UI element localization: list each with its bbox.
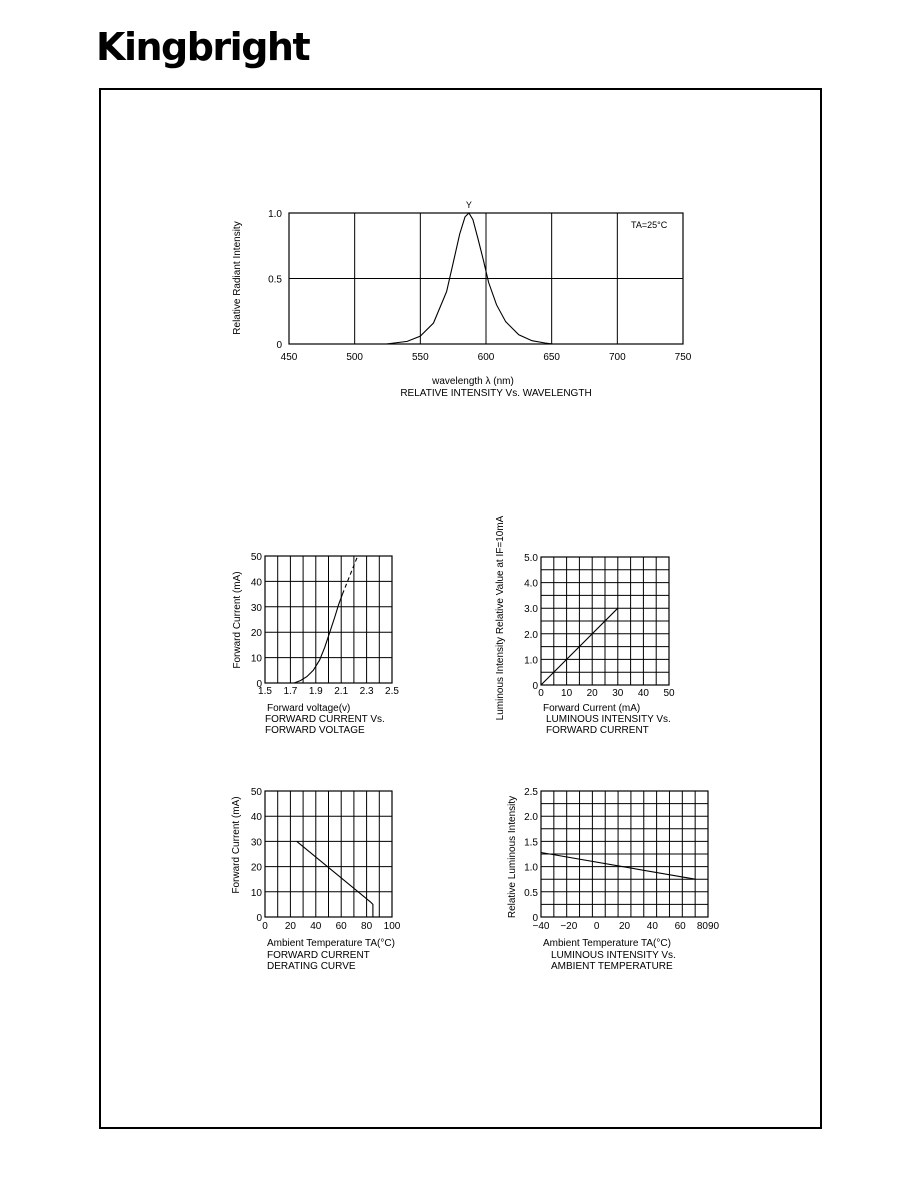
spectrum-temperature-annotation: TA=25°C (631, 220, 668, 230)
derating-y-tick-label: 0 (256, 913, 262, 924)
temp_lum-x-tick-label: 0 (593, 921, 600, 932)
iv_lum-x-tick-label: 10 (561, 688, 573, 699)
temp_lum-y-tick-label: 0.5 (524, 887, 538, 899)
derating-y-tick-label: 20 (250, 862, 262, 874)
iv_lum-x-tick-label: 40 (637, 688, 649, 699)
iv-x-tick-label: 2.5 (385, 686, 399, 697)
temp_lum-y-tick-label: 0 (532, 913, 538, 924)
iv_lum-x-tick-label: 0 (538, 688, 544, 699)
temp_lum-y-axis-label: Relative Luminous Intensity (507, 795, 518, 919)
spectrum-chart-title: RELATIVE INTENSITY Vs. WAVELENGTH (400, 388, 592, 399)
temp_lum-chart-title: LUMINOUS INTENSITY Vs. (551, 950, 676, 961)
iv-y-tick-label: 40 (250, 577, 262, 589)
temp_lum-chart-title: AMBIENT TEMPERATURE (551, 961, 673, 972)
iv-series-line (294, 594, 342, 683)
temp_lum-x-tick-label: −20 (560, 921, 578, 932)
iv-x-tick-label: 1.9 (308, 686, 323, 697)
iv-chart-title: FORWARD CURRENT Vs. (265, 714, 385, 725)
derating-x-axis-label: Ambient Temperature TA(°C) (267, 938, 395, 949)
temp_lum-x-tick-label: −40 (532, 921, 550, 932)
iv-series-line (343, 556, 358, 594)
iv-y-tick-label: 10 (250, 653, 262, 665)
iv_lum-y-tick-label: 5.0 (524, 553, 538, 564)
iv-x-tick-label: 2.3 (359, 686, 374, 697)
spectrum-x-tick-label: 600 (477, 352, 495, 363)
temp_lum-y-tick-label: 1.0 (524, 862, 538, 874)
derating-y-tick-label: 30 (250, 837, 262, 849)
spectrum-x-tick-label: 700 (608, 352, 626, 363)
spectrum-x-tick-label: 450 (280, 352, 298, 363)
spectrum-peak-label: Y (465, 200, 472, 210)
temp_lum-y-tick-label: 2.5 (524, 787, 538, 798)
spectrum-y-tick-label: 0.5 (268, 274, 282, 286)
iv_lum-y-tick-label: 3.0 (524, 604, 538, 616)
derating-x-tick-label: 100 (383, 921, 401, 932)
derating-x-tick-label: 20 (284, 921, 296, 932)
iv-y-tick-label: 50 (250, 552, 262, 563)
derating-chart-title: FORWARD CURRENT (267, 950, 370, 961)
iv-y-tick-label: 0 (256, 679, 262, 690)
spectrum-x-tick-label: 550 (411, 352, 429, 363)
derating-x-tick-label: 80 (361, 921, 373, 932)
iv_lum-x-tick-label: 20 (586, 688, 598, 699)
derating-x-tick-label: 60 (335, 921, 347, 932)
iv-x-axis-label: Forward voltage(v) (267, 703, 351, 714)
iv-x-tick-label: 1.7 (283, 686, 298, 697)
temp_lum-x-tick-label: 60 (674, 921, 686, 932)
spectrum-x-tick-label: 650 (543, 352, 561, 363)
derating-series-line (297, 841, 373, 917)
temp_lum-x-tick-label: 40 (646, 921, 658, 932)
iv-chart-title: FORWARD VOLTAGE (265, 725, 365, 736)
derating-y-axis-label: Forward Current (mA) (231, 796, 242, 894)
derating-x-tick-label: 0 (262, 921, 268, 932)
spectrum-y-tick-label: 1.0 (268, 209, 282, 220)
spectrum-y-tick-label: 0 (276, 340, 282, 351)
iv_lum-x-tick-label: 50 (663, 688, 675, 699)
derating-y-tick-label: 10 (250, 887, 262, 899)
iv_lum-y-tick-label: 4.0 (524, 578, 538, 590)
derating-y-tick-label: 50 (250, 787, 262, 798)
iv_lum-y-tick-label: 1.0 (524, 655, 538, 667)
temp_lum-x-tick-label: 8090 (696, 921, 720, 932)
brand-logo: Kingbright (96, 25, 310, 69)
temp_lum-y-tick-label: 2.0 (524, 812, 538, 824)
temp_lum-x-tick-label: 20 (618, 921, 631, 932)
spectrum-y-axis-label: Relative Radiant Intensity (232, 221, 243, 335)
iv_lum-chart-title: FORWARD CURRENT (546, 725, 649, 736)
spectrum-x-tick-label: 750 (674, 352, 692, 363)
iv_lum-y-tick-label: 0 (532, 681, 538, 692)
iv_lum-chart-title: LUMINOUS INTENSITY Vs. (546, 714, 671, 725)
temp_lum-y-tick-label: 1.5 (524, 837, 538, 849)
iv-x-tick-label: 1.5 (258, 686, 272, 697)
iv-y-axis-label: Forward Current (mA) (232, 571, 243, 669)
iv-y-tick-label: 20 (250, 628, 262, 640)
iv_lum-y-tick-label: 2.0 (524, 629, 538, 641)
derating-chart-title: DERATING CURVE (267, 961, 356, 972)
spectrum-x-tick-label: 500 (346, 352, 364, 363)
derating-y-tick-label: 40 (250, 812, 262, 824)
iv_lum-x-axis-label: Forward Current (mA) (543, 703, 641, 714)
iv_lum-x-tick-label: 30 (612, 688, 624, 699)
spectrum-x-axis-label: wavelength λ (nm) (432, 376, 514, 387)
temp_lum-x-axis-label: Ambient Temperature TA(°C) (543, 938, 671, 949)
iv-x-tick-label: 2.1 (334, 686, 349, 697)
iv-y-tick-label: 30 (250, 602, 262, 614)
iv_lum-y-axis-label: Luminous Intensity Relative Value at IF=10mA (495, 515, 506, 721)
derating-x-tick-label: 40 (310, 921, 322, 932)
